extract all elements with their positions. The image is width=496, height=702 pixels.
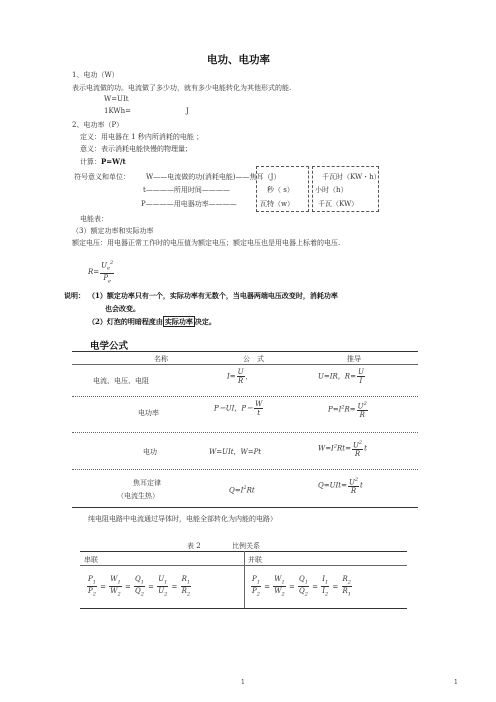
section-1-heading: 1、电功（W） [72,71,119,79]
table2-parallel-header: 并联 [248,556,262,564]
power-meaning: 意义：表示消耗电能快慢的物理量； [80,145,192,153]
table-row-rule-1 [72,396,418,397]
subsection-3: （3）额定功率和实际功率 [72,227,154,235]
notes-label: 说明： [64,291,85,300]
derivation-power: $P=I^2R=$ $\frac{U^2}{R}$ [328,401,367,420]
units-dashed-box-1 [256,166,309,212]
note-1: （1）额定功率只有一个，实际功率有无数个，当电器两端电压改变时，消耗功率 [88,291,338,300]
calc-label: 计算： [80,158,101,166]
rated-voltage-text: 额定电压：用电器正常工作时的电压值为额定电压；额定电压也是用电器上标着的电压. [72,239,341,247]
formula-joule: $Q=I^2Rt$ [229,485,255,495]
table-bottom-rule [72,507,418,508]
table2-caption-right: 比例关系 [232,542,260,550]
energy-meter-label: 电能表： [80,215,108,223]
table2-caption-left: 表 2 [187,542,201,550]
formula-kwh: 1KWh= [104,107,132,115]
units-dashed-box-2 [312,166,379,212]
table-top-rule [72,351,418,352]
calc-formula: P=W/t [101,157,126,166]
unit-row-t-unit2: 小时（h） [315,186,348,194]
unit-row-p-unit2: 千瓦（KW） [318,200,359,208]
page-number-right: 1 [454,679,458,686]
col-header-formula: 公 式 [243,355,264,363]
page-number-center: 1 [241,679,245,686]
formula-ohm: I= $\frac{U}{R}$ ， [227,368,253,385]
formula-table-footer: 纯电阻电路中电流通过导体时，电能全部转化为内能的电路） [88,515,277,523]
unit-row-t: t————所用时间———— [143,186,230,194]
page-title: 电功、电功率 [207,54,270,66]
table2-divider [244,551,245,608]
row-name-work: 电功 [143,448,157,456]
row-name-power: 电功率 [138,409,159,417]
derivation-joule: Q=UIt= $\frac{U^2}{R}$ t [318,477,363,496]
r-formula: R= $\frac{U_e^2}{P_e}$ [88,260,114,285]
parallel-ratio-formula: $\frac{P_1}{P_2}$ = $\frac{W_1}{W_2}$ = $\frac{Q_1}{Q_2}$ = $\frac{I_1}{I_2}$ = $\frac{R_2}{R_1}$ [252,575,351,598]
table-header-rule [72,364,418,365]
table-row-rule-3 [72,469,418,470]
formula-kwh-unit: J [186,107,189,115]
formula-w-uit: W=UIt [104,95,129,103]
unit-row-t-unit1: 秒（ s） [267,186,294,194]
table-row-rule-2 [72,432,418,433]
col-header-name: 名称 [154,355,168,363]
note-2: （2）灯泡的明暗程度由 实际功率 决定。 [88,317,216,326]
power-definition: 定义：用电器在 1 秒内所消耗的电能 ； [80,133,204,141]
formula-section-heading: 电学公式 [90,341,129,352]
row-name-joule-sub: （电流生热） [117,492,159,500]
row-name-ohm: 电流、电压、电阻 [93,377,149,385]
section-1-text: 表示电流做的功。电流做了多少功，就有多少电能转化为其他形式的能. [72,84,292,92]
units-label: 符号意义和单位： [74,173,130,181]
note-1-cont: 也会改变。 [105,304,140,313]
formula-power: P＝UI，P＝ $\frac{W}{t}$ [214,400,263,417]
formula-work: W=UIt，W=Pt [209,448,262,456]
derivation-ohm: U=IR，R= $\frac{U}{I}$ [318,368,364,385]
table2-series-header: 串联 [84,556,98,564]
col-header-derivation: 推导 [347,355,361,363]
derivation-work: $W=I^2Rt=$ $\frac{U^2}{R}$ t [318,440,367,459]
section-2-heading: 2、电功率（P） [72,121,124,129]
table2-bottom-rule [80,608,407,609]
unit-row-p: P————用电器功率———— [141,200,237,208]
series-ratio-formula: $\frac{P_1}{P_2}$ = $\frac{W_1}{W_2}$ = $\frac{Q_1}{Q_2}$ = $\frac{U_1}{U_2}$ = $\frac{R_1}{R_2}$ [88,575,191,598]
boxed-term: 实际功率 [164,317,193,326]
unit-row-p-unit1: 瓦特（w） [260,200,294,208]
row-name-joule: 焦耳定律 [133,479,161,487]
unit-row-w-unit2: 千瓦时（KW・h） [322,173,381,181]
unit-row-w: W——电流做的功(消耗电能)——焦耳（J） [146,173,281,181]
